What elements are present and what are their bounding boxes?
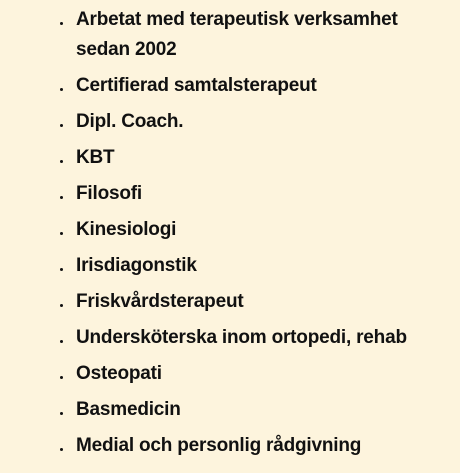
list-item-label: Dipl. Coach. — [76, 111, 184, 132]
bullet-icon — [60, 232, 63, 235]
list-item-label: Certifierad samtalsterapeut — [76, 75, 317, 96]
bullet-icon — [60, 160, 63, 163]
bullet-icon — [60, 340, 63, 343]
bullet-icon — [60, 412, 63, 415]
list-item-label: Filosofi — [76, 183, 142, 204]
list-item-label: Basmedicin — [76, 399, 181, 420]
bullet-icon — [60, 196, 63, 199]
list-item-label: Osteopati — [76, 363, 162, 384]
bullet-icon — [60, 268, 63, 271]
list-item-label: Kinesiologi — [76, 219, 177, 240]
bullet-icon — [60, 22, 63, 25]
bullet-icon — [60, 304, 63, 307]
list-item-label: Medial och personlig rådgivning — [76, 435, 362, 456]
list-item-label: KBT — [76, 147, 115, 168]
list-item-label: Friskvårdsterapeut — [76, 291, 244, 312]
list-item-label: Undersköterska inom ortopedi, rehab — [76, 327, 407, 348]
list-item-label: sedan 2002 — [76, 39, 177, 60]
bullet-icon — [60, 124, 63, 127]
list-item-label: Irisdiagonstik — [76, 255, 197, 276]
list-item-label: Arbetat med terapeutisk verksamhet — [76, 9, 398, 30]
bullet-icon — [60, 88, 63, 91]
bullet-icon — [60, 448, 63, 451]
bullet-icon — [60, 376, 63, 379]
